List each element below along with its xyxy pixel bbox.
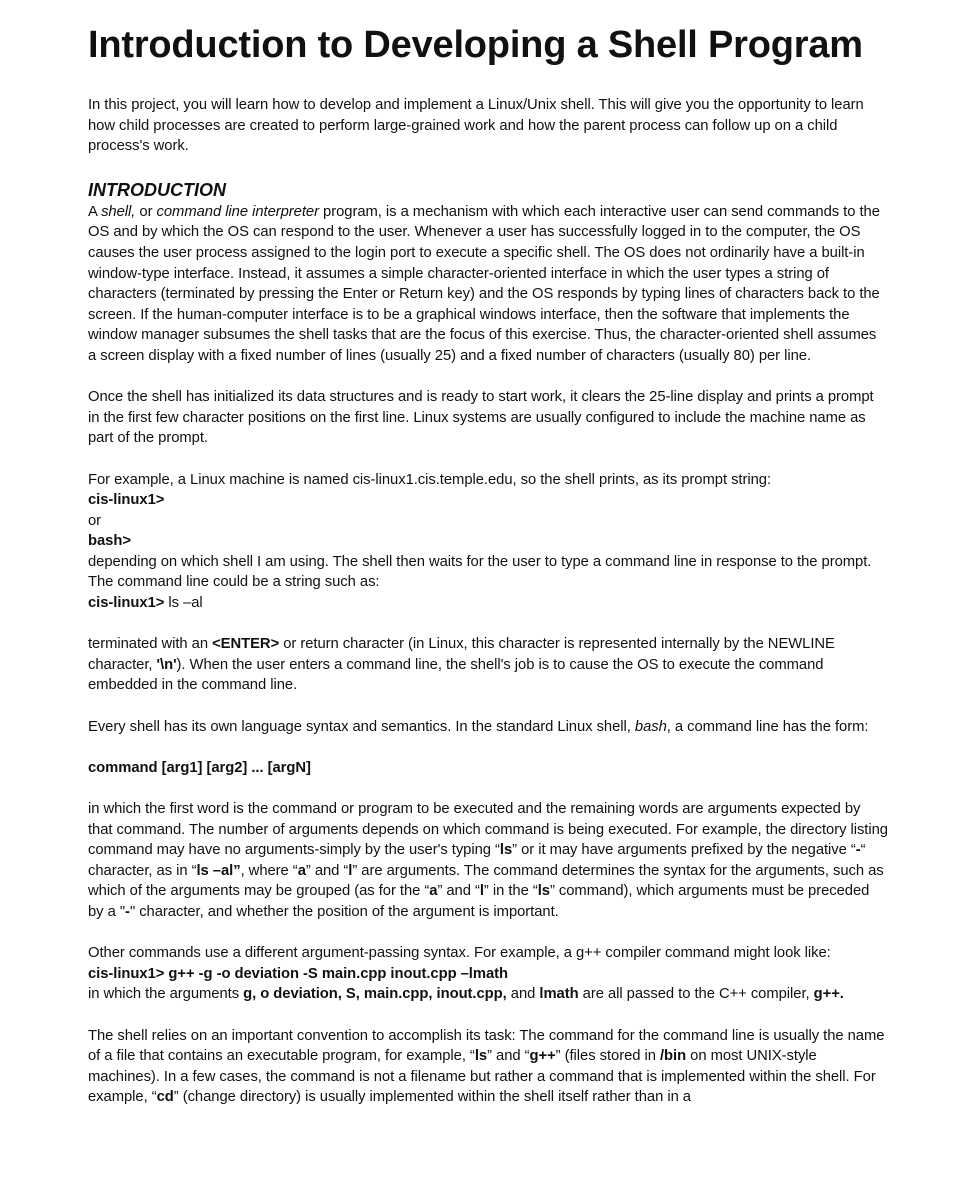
arguments-paragraph: in which the first word is the command or program to be executed and the remaining words are arguments expected by that command. The number of arguments depends on which command is being executed. For example, the directory listing command may have no arguments-simply by the user's typing “ls” or it may have arguments prefixed by the negative “-“ character, as in “ls –al”, where “a” and “l” are arguments. The command determines the syntax for the arguments, such as which of the arguments may be grouped (as for the “a” and “l” in the “ls” command), which arguments must be preceded by a "-" character, and whether the position of the argument is important. <box>88 801 888 920</box>
intro-paragraph: A shell, or command line interpreter program, is a mechanism with which each interactive user can send commands to the OS and by which the OS can respond to the user. Whenever a user has successfully logged in to the computer, the OS causes the user process assigned to the login port to execute a specific shell. The OS does not ordinarily have a built-in window-type interface. Instead, it assumes a simple character-oriented interface in which the user types a string of characters (terminated by pressing the Enter or Return key) and the OS responds by typing lines of characters back to the screen. If the human-computer interface is to be a graphical windows interface, then the software that implements the window manager subsumes the shell tasks that are the focus of this exercise. Thus, the character-oriented shell assumes a screen display with a fixed number of lines (usually 25) and a fixed number of characters (usually 80) per line. <box>88 203 880 364</box>
example-intro: For example, a Linux machine is named cis-linux1.cis.temple.edu, so the shell prints, as its prompt string: <box>88 471 772 488</box>
or-text: or <box>88 512 102 529</box>
gpp-command: cis-linux1> g++ -g -o deviation -S main.cpp inout.cpp –lmath <box>88 965 509 982</box>
gpp-intro: Other commands use a different argument-passing syntax. For example, a g++ compiler command might look like: <box>88 945 831 962</box>
enter-paragraph: terminated with an <ENTER> or return character (in Linux, this character is represented internally by the NEWLINE character, '\n'). When the user enters a command line, the shell's job is to cause the OS to execute the command embedded in the command line. <box>88 636 835 694</box>
example-paragraph <box>88 470 888 614</box>
document-page <box>88 20 888 1108</box>
convention-paragraph: The shell relies on an important convention to accomplish its task: The command for the command line is usually the name of a file that contains an executable program, for example, “ls” and “g++” (files stored in /bin on most UNIX-style machines). In a few cases, the command is not a filename but rather a command that is implemented within the shell. For example, “cd” (change directory) is usually implemented within the shell itself rather than in a <box>88 1027 885 1106</box>
lead-paragraph: In this project, you will learn how to develop and implement a Linux/Unix shell. This will give you the opportunity to learn how child processes are created to perform large-grained work and how the parent process can follow up on a child process's work. <box>88 97 864 155</box>
section-heading-introduction: INTRODUCTION <box>88 179 226 200</box>
prompt-paragraph: Once the shell has initialized its data structures and is ready to start work, it clears the 25-line display and prints a prompt in the first few character positions on the first line. Linux systems are usually configured to include the machine name as part of the prompt. <box>88 389 874 447</box>
syntax-paragraph: Every shell has its own language syntax and semantics. In the standard Linux shell, bash, a command line has the form: <box>88 718 869 735</box>
command-example: cis-linux1> ls –al <box>88 595 203 612</box>
gpp-args: in which the arguments g, o deviation, S, main.cpp, inout.cpp, and lmath are all passed to the C++ compiler, g++. <box>88 986 844 1003</box>
prompt-example-2: bash> <box>88 533 131 550</box>
page-title: Introduction to Developing a Shell Program <box>88 24 863 66</box>
gpp-paragraph <box>88 943 888 1005</box>
command-form: command [arg1] [arg2] ... [argN] <box>88 759 311 776</box>
example-after: depending on which shell I am using. The shell then waits for the user to type a command line in response to the prompt. The command line could be a string such as: <box>88 553 872 591</box>
prompt-example-1: cis-linux1> <box>88 492 165 509</box>
